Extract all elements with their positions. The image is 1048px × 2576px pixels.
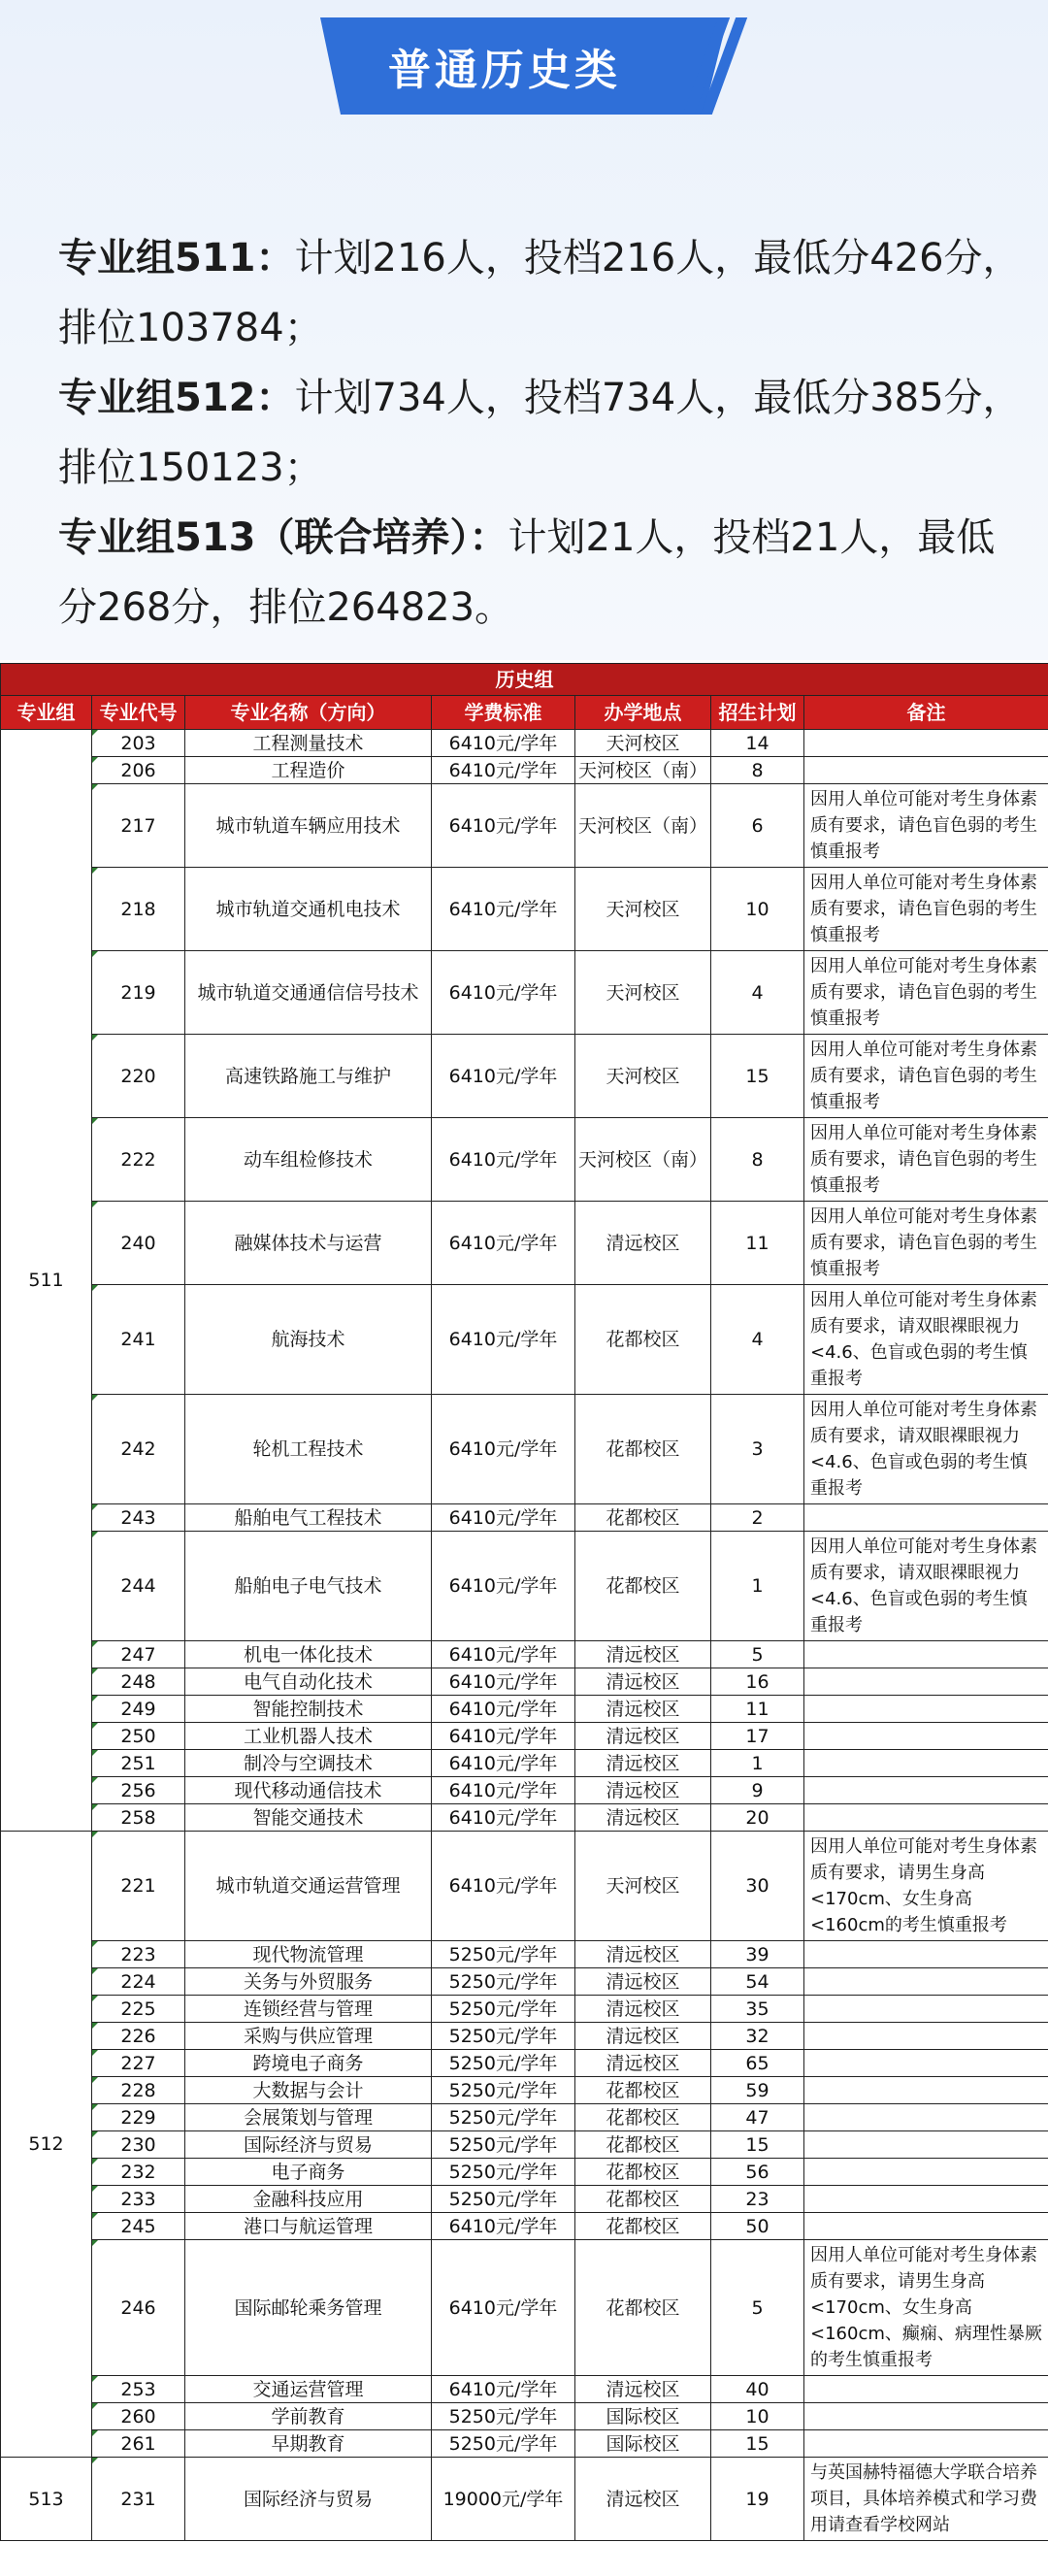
plan-cell: 10 xyxy=(711,2403,804,2430)
major-cell: 国际邮轮乘务管理 xyxy=(185,2240,432,2376)
major-cell: 制冷与空调技术 xyxy=(185,1750,432,1777)
major-cell: 智能控制技术 xyxy=(185,1696,432,1723)
major-cell: 机电一体化技术 xyxy=(185,1641,432,1668)
fee-cell: 6410元/学年 xyxy=(432,757,575,784)
group-cell: 513 xyxy=(1,2458,92,2541)
column-header: 办学地点 xyxy=(575,696,711,730)
fee-cell: 6410元/学年 xyxy=(432,1395,575,1504)
note-cell: 因用人单位可能对考生身体素质有要求，请色盲色弱的考生慎重报考 xyxy=(804,868,1048,951)
plan-cell: 54 xyxy=(711,1968,804,1996)
note-cell xyxy=(804,1996,1048,2023)
code-cell: 231 xyxy=(92,2458,185,2541)
plan-cell: 4 xyxy=(711,1285,804,1395)
admission-summary xyxy=(58,223,1029,643)
fee-cell: 5250元/学年 xyxy=(432,2403,575,2430)
table-row xyxy=(1,1996,1048,2023)
code-cell: 217 xyxy=(92,784,185,868)
code-cell: 241 xyxy=(92,1285,185,1395)
note-cell: 因用人单位可能对考生身体素质有要求，请色盲色弱的考生慎重报考 xyxy=(804,1202,1048,1285)
major-cell: 城市轨道交通通信信号技术 xyxy=(185,951,432,1035)
table-row xyxy=(1,784,1048,868)
fee-cell: 5250元/学年 xyxy=(432,2050,575,2077)
plan-cell: 11 xyxy=(711,1696,804,1723)
table-row xyxy=(1,1532,1048,1641)
fee-cell: 5250元/学年 xyxy=(432,2430,575,2458)
location-cell: 清远校区 xyxy=(575,2376,711,2403)
code-cell: 225 xyxy=(92,1996,185,2023)
note-cell xyxy=(804,2023,1048,2050)
group-cell: 512 xyxy=(1,1832,92,2458)
table-row xyxy=(1,951,1048,1035)
plan-cell: 11 xyxy=(711,1202,804,1285)
fee-cell: 5250元/学年 xyxy=(432,2159,575,2186)
major-cell: 船舶电子电气技术 xyxy=(185,1532,432,1641)
code-cell: 242 xyxy=(92,1395,185,1504)
note-cell: 与英国赫特福德大学联合培养项目，具体培养模式和学习费用请查看学校网站 xyxy=(804,2458,1048,2541)
fee-cell: 6410元/学年 xyxy=(432,1777,575,1804)
table-row xyxy=(1,2023,1048,2050)
fee-cell: 6410元/学年 xyxy=(432,951,575,1035)
location-cell: 花都校区 xyxy=(575,1395,711,1504)
column-header: 专业组 xyxy=(1,696,92,730)
fee-cell: 6410元/学年 xyxy=(432,1723,575,1750)
major-cell: 电子商务 xyxy=(185,2159,432,2186)
note-cell xyxy=(804,2131,1048,2159)
plan-cell: 65 xyxy=(711,2050,804,2077)
note-cell: 因用人单位可能对考生身体素质有要求，请男生身高<170cm、女生身高<160cm的考生慎重报考 xyxy=(804,1832,1048,1941)
major-cell: 轮机工程技术 xyxy=(185,1395,432,1504)
location-cell: 清远校区 xyxy=(575,2023,711,2050)
location-cell: 清远校区 xyxy=(575,1968,711,1996)
plan-cell: 1 xyxy=(711,1532,804,1641)
note-cell xyxy=(804,2403,1048,2430)
location-cell: 花都校区 xyxy=(575,2186,711,2213)
fee-cell: 5250元/学年 xyxy=(432,2186,575,2213)
plan-cell: 5 xyxy=(711,2240,804,2376)
plan-cell: 17 xyxy=(711,1723,804,1750)
note-cell xyxy=(804,1750,1048,1777)
plan-cell: 59 xyxy=(711,2077,804,2104)
code-cell: 220 xyxy=(92,1035,185,1118)
fee-cell: 6410元/学年 xyxy=(432,1696,575,1723)
plan-cell: 20 xyxy=(711,1804,804,1832)
table-row xyxy=(1,757,1048,784)
table-row xyxy=(1,2186,1048,2213)
code-cell: 224 xyxy=(92,1968,185,1996)
location-cell: 天河校区 xyxy=(575,730,711,757)
fee-cell: 6410元/学年 xyxy=(432,1532,575,1641)
code-cell: 227 xyxy=(92,2050,185,2077)
fee-cell: 6410元/学年 xyxy=(432,1750,575,1777)
plan-cell: 15 xyxy=(711,2430,804,2458)
location-cell: 清远校区 xyxy=(575,1641,711,1668)
note-cell xyxy=(804,1504,1048,1532)
fee-cell: 6410元/学年 xyxy=(432,2213,575,2240)
table-row xyxy=(1,730,1048,757)
location-cell: 天河校区 xyxy=(575,1035,711,1118)
location-cell: 花都校区 xyxy=(575,2213,711,2240)
plan-cell: 2 xyxy=(711,1504,804,1532)
code-cell: 261 xyxy=(92,2430,185,2458)
table-title: 历史组 xyxy=(1,664,1048,696)
location-cell: 花都校区 xyxy=(575,1504,711,1532)
fee-cell: 6410元/学年 xyxy=(432,1504,575,1532)
admission-table xyxy=(0,663,1048,2541)
code-cell: 223 xyxy=(92,1941,185,1968)
location-cell: 天河校区 xyxy=(575,868,711,951)
code-cell: 218 xyxy=(92,868,185,951)
column-header: 招生计划 xyxy=(711,696,804,730)
code-cell: 233 xyxy=(92,2186,185,2213)
plan-cell: 39 xyxy=(711,1941,804,1968)
fee-cell: 5250元/学年 xyxy=(432,2077,575,2104)
location-cell: 国际校区 xyxy=(575,2403,711,2430)
table-row xyxy=(1,1395,1048,1504)
fee-cell: 5250元/学年 xyxy=(432,2131,575,2159)
note-cell: 因用人单位可能对考生身体素质有要求，请色盲色弱的考生慎重报考 xyxy=(804,1118,1048,1202)
major-cell: 动车组检修技术 xyxy=(185,1118,432,1202)
major-cell: 国际经济与贸易 xyxy=(185,2458,432,2541)
major-cell: 融媒体技术与运营 xyxy=(185,1202,432,1285)
major-cell: 工程测量技术 xyxy=(185,730,432,757)
table-row xyxy=(1,2131,1048,2159)
location-cell: 天河校区 xyxy=(575,951,711,1035)
fee-cell: 6410元/学年 xyxy=(432,1668,575,1696)
location-cell: 清远校区 xyxy=(575,1696,711,1723)
code-cell: 246 xyxy=(92,2240,185,2376)
location-cell: 天河校区（南） xyxy=(575,1118,711,1202)
major-cell: 会展策划与管理 xyxy=(185,2104,432,2131)
note-cell xyxy=(804,757,1048,784)
fee-cell: 6410元/学年 xyxy=(432,868,575,951)
major-cell: 现代物流管理 xyxy=(185,1941,432,1968)
table-row xyxy=(1,1968,1048,1996)
table-row xyxy=(1,2077,1048,2104)
code-cell: 221 xyxy=(92,1832,185,1941)
fee-cell: 6410元/学年 xyxy=(432,730,575,757)
note-cell xyxy=(804,2186,1048,2213)
header-area xyxy=(0,0,1048,660)
code-cell: 244 xyxy=(92,1532,185,1641)
code-cell: 258 xyxy=(92,1804,185,1832)
major-cell: 城市轨道车辆应用技术 xyxy=(185,784,432,868)
code-cell: 203 xyxy=(92,730,185,757)
table-header-row xyxy=(1,696,1048,730)
fee-cell: 5250元/学年 xyxy=(432,1968,575,1996)
note-cell xyxy=(804,1668,1048,1696)
note-cell xyxy=(804,730,1048,757)
fee-cell: 6410元/学年 xyxy=(432,1832,575,1941)
major-cell: 工程造价 xyxy=(185,757,432,784)
note-cell: 因用人单位可能对考生身体素质有要求，请色盲色弱的考生慎重报考 xyxy=(804,1035,1048,1118)
fee-cell: 6410元/学年 xyxy=(432,2240,575,2376)
fee-cell: 5250元/学年 xyxy=(432,1941,575,1968)
major-cell: 采购与供应管理 xyxy=(185,2023,432,2050)
plan-cell: 19 xyxy=(711,2458,804,2541)
plan-cell: 15 xyxy=(711,1035,804,1118)
plan-cell: 15 xyxy=(711,2131,804,2159)
plan-cell: 50 xyxy=(711,2213,804,2240)
major-cell: 工业机器人技术 xyxy=(185,1723,432,1750)
note-cell: 因用人单位可能对考生身体素质有要求，请双眼裸眼视力<4.6、色盲或色弱的考生慎重报考 xyxy=(804,1285,1048,1395)
location-cell: 清远校区 xyxy=(575,1202,711,1285)
note-cell xyxy=(804,1777,1048,1804)
column-header: 备注 xyxy=(804,696,1048,730)
fee-cell: 6410元/学年 xyxy=(432,1285,575,1395)
note-cell xyxy=(804,1941,1048,1968)
code-cell: 222 xyxy=(92,1118,185,1202)
code-cell: 232 xyxy=(92,2159,185,2186)
table-row xyxy=(1,2430,1048,2458)
code-cell: 253 xyxy=(92,2376,185,2403)
fee-cell: 6410元/学年 xyxy=(432,784,575,868)
table-row xyxy=(1,1723,1048,1750)
fee-cell: 5250元/学年 xyxy=(432,2104,575,2131)
fee-cell: 6410元/学年 xyxy=(432,1118,575,1202)
major-cell: 现代移动通信技术 xyxy=(185,1777,432,1804)
note-cell xyxy=(804,1696,1048,1723)
plan-cell: 6 xyxy=(711,784,804,868)
code-cell: 245 xyxy=(92,2213,185,2240)
major-cell: 高速铁路施工与维护 xyxy=(185,1035,432,1118)
plan-cell: 40 xyxy=(711,2376,804,2403)
table-row xyxy=(1,1118,1048,1202)
group-cell: 511 xyxy=(1,730,92,1832)
note-cell: 因用人单位可能对考生身体素质有要求，请男生身高<170cm、女生身高<160cm、癫痫、病理性暴厥的考生慎重报考 xyxy=(804,2240,1048,2376)
table-row xyxy=(1,1777,1048,1804)
major-cell: 城市轨道交通运营管理 xyxy=(185,1832,432,1941)
table-row xyxy=(1,2159,1048,2186)
location-cell: 花都校区 xyxy=(575,2131,711,2159)
summary-line: 专业组513（联合培养）：计划21人，投档21人，最低分268分，排位264823。 xyxy=(58,515,996,630)
banner-title: 普通历史类 xyxy=(388,46,621,95)
location-cell: 花都校区 xyxy=(575,1532,711,1641)
location-cell: 花都校区 xyxy=(575,1285,711,1395)
table-row xyxy=(1,868,1048,951)
table-row xyxy=(1,1285,1048,1395)
location-cell: 清远校区 xyxy=(575,1804,711,1832)
code-cell: 230 xyxy=(92,2131,185,2159)
location-cell: 花都校区 xyxy=(575,2077,711,2104)
table-row xyxy=(1,2403,1048,2430)
location-cell: 清远校区 xyxy=(575,1750,711,1777)
code-cell: 247 xyxy=(92,1641,185,1668)
code-cell: 248 xyxy=(92,1668,185,1696)
location-cell: 清远校区 xyxy=(575,1723,711,1750)
location-cell: 清远校区 xyxy=(575,2458,711,2541)
code-cell: 240 xyxy=(92,1202,185,1285)
major-cell: 跨境电子商务 xyxy=(185,2050,432,2077)
major-cell: 船舶电气工程技术 xyxy=(185,1504,432,1532)
major-cell: 大数据与会计 xyxy=(185,2077,432,2104)
major-cell: 金融科技应用 xyxy=(185,2186,432,2213)
major-cell: 关务与外贸服务 xyxy=(185,1968,432,1996)
table-row xyxy=(1,2050,1048,2077)
note-cell xyxy=(804,2050,1048,2077)
note-cell: 因用人单位可能对考生身体素质有要求，请双眼裸眼视力<4.6、色盲或色弱的考生慎重报考 xyxy=(804,1532,1048,1641)
note-cell xyxy=(804,1641,1048,1668)
code-cell: 249 xyxy=(92,1696,185,1723)
major-cell: 航海技术 xyxy=(185,1285,432,1395)
major-cell: 连锁经营与管理 xyxy=(185,1996,432,2023)
code-cell: 243 xyxy=(92,1504,185,1532)
major-cell: 电气自动化技术 xyxy=(185,1668,432,1696)
fee-cell: 5250元/学年 xyxy=(432,2023,575,2050)
plan-cell: 3 xyxy=(711,1395,804,1504)
plan-cell: 16 xyxy=(711,1668,804,1696)
fee-cell: 6410元/学年 xyxy=(432,1202,575,1285)
plan-cell: 47 xyxy=(711,2104,804,2131)
location-cell: 天河校区（南） xyxy=(575,757,711,784)
code-cell: 256 xyxy=(92,1777,185,1804)
location-cell: 天河校区（南） xyxy=(575,784,711,868)
category-banner xyxy=(320,17,728,115)
note-cell xyxy=(804,2159,1048,2186)
column-header: 专业名称（方向） xyxy=(185,696,432,730)
code-cell: 260 xyxy=(92,2403,185,2430)
location-cell: 清远校区 xyxy=(575,1996,711,2023)
code-cell: 228 xyxy=(92,2077,185,2104)
table-row xyxy=(1,1504,1048,1532)
major-cell: 城市轨道交通机电技术 xyxy=(185,868,432,951)
plan-cell: 4 xyxy=(711,951,804,1035)
note-cell xyxy=(804,1804,1048,1832)
summary-line: 专业组511：计划216人，投档216人，最低分426分，排位103784； xyxy=(58,236,1022,350)
code-cell: 206 xyxy=(92,757,185,784)
major-cell: 智能交通技术 xyxy=(185,1804,432,1832)
table-row xyxy=(1,1202,1048,1285)
code-cell: 226 xyxy=(92,2023,185,2050)
major-cell: 港口与航运管理 xyxy=(185,2213,432,2240)
table-row xyxy=(1,1035,1048,1118)
note-cell xyxy=(804,1968,1048,1996)
table-row xyxy=(1,1641,1048,1668)
column-header: 专业代号 xyxy=(92,696,185,730)
location-cell: 清远校区 xyxy=(575,2050,711,2077)
code-cell: 219 xyxy=(92,951,185,1035)
table-row xyxy=(1,2104,1048,2131)
plan-cell: 1 xyxy=(711,1750,804,1777)
fee-cell: 6410元/学年 xyxy=(432,1035,575,1118)
plan-cell: 23 xyxy=(711,2186,804,2213)
location-cell: 天河校区 xyxy=(575,1832,711,1941)
location-cell: 国际校区 xyxy=(575,2430,711,2458)
code-cell: 229 xyxy=(92,2104,185,2131)
fee-cell: 19000元/学年 xyxy=(432,2458,575,2541)
plan-cell: 8 xyxy=(711,1118,804,1202)
column-header: 学费标准 xyxy=(432,696,575,730)
table-row xyxy=(1,2376,1048,2403)
location-cell: 花都校区 xyxy=(575,2104,711,2131)
plan-cell: 32 xyxy=(711,2023,804,2050)
table-row xyxy=(1,2240,1048,2376)
table-row xyxy=(1,1804,1048,1832)
location-cell: 清远校区 xyxy=(575,1777,711,1804)
note-cell: 因用人单位可能对考生身体素质有要求，请色盲色弱的考生慎重报考 xyxy=(804,784,1048,868)
note-cell: 因用人单位可能对考生身体素质有要求，请双眼裸眼视力<4.6、色盲或色弱的考生慎重报考 xyxy=(804,1395,1048,1504)
code-cell: 250 xyxy=(92,1723,185,1750)
plan-cell: 14 xyxy=(711,730,804,757)
plan-cell: 30 xyxy=(711,1832,804,1941)
table-row xyxy=(1,1696,1048,1723)
table-row xyxy=(1,1832,1048,1941)
plan-cell: 8 xyxy=(711,757,804,784)
table-row xyxy=(1,1941,1048,1968)
major-cell: 学前教育 xyxy=(185,2403,432,2430)
note-cell xyxy=(804,2213,1048,2240)
summary-line: 专业组512：计划734人，投档734人，最低分385分，排位150123； xyxy=(58,376,1022,490)
location-cell: 花都校区 xyxy=(575,2159,711,2186)
location-cell: 清远校区 xyxy=(575,1668,711,1696)
note-cell xyxy=(804,2430,1048,2458)
fee-cell: 6410元/学年 xyxy=(432,1804,575,1832)
table-row xyxy=(1,1668,1048,1696)
fee-cell: 6410元/学年 xyxy=(432,2376,575,2403)
plan-cell: 5 xyxy=(711,1641,804,1668)
plan-cell: 9 xyxy=(711,1777,804,1804)
major-cell: 交通运营管理 xyxy=(185,2376,432,2403)
fee-cell: 5250元/学年 xyxy=(432,1996,575,2023)
note-cell xyxy=(804,2077,1048,2104)
plan-cell: 10 xyxy=(711,868,804,951)
note-cell xyxy=(804,2376,1048,2403)
plan-cell: 35 xyxy=(711,1996,804,2023)
note-cell: 因用人单位可能对考生身体素质有要求，请色盲色弱的考生慎重报考 xyxy=(804,951,1048,1035)
table-row xyxy=(1,1750,1048,1777)
note-cell xyxy=(804,2104,1048,2131)
fee-cell: 6410元/学年 xyxy=(432,1641,575,1668)
plan-cell: 56 xyxy=(711,2159,804,2186)
location-cell: 清远校区 xyxy=(575,1941,711,1968)
table-row xyxy=(1,2458,1048,2541)
code-cell: 251 xyxy=(92,1750,185,1777)
note-cell xyxy=(804,1723,1048,1750)
table-row xyxy=(1,2213,1048,2240)
location-cell: 花都校区 xyxy=(575,2240,711,2376)
major-cell: 国际经济与贸易 xyxy=(185,2131,432,2159)
major-cell: 早期教育 xyxy=(185,2430,432,2458)
